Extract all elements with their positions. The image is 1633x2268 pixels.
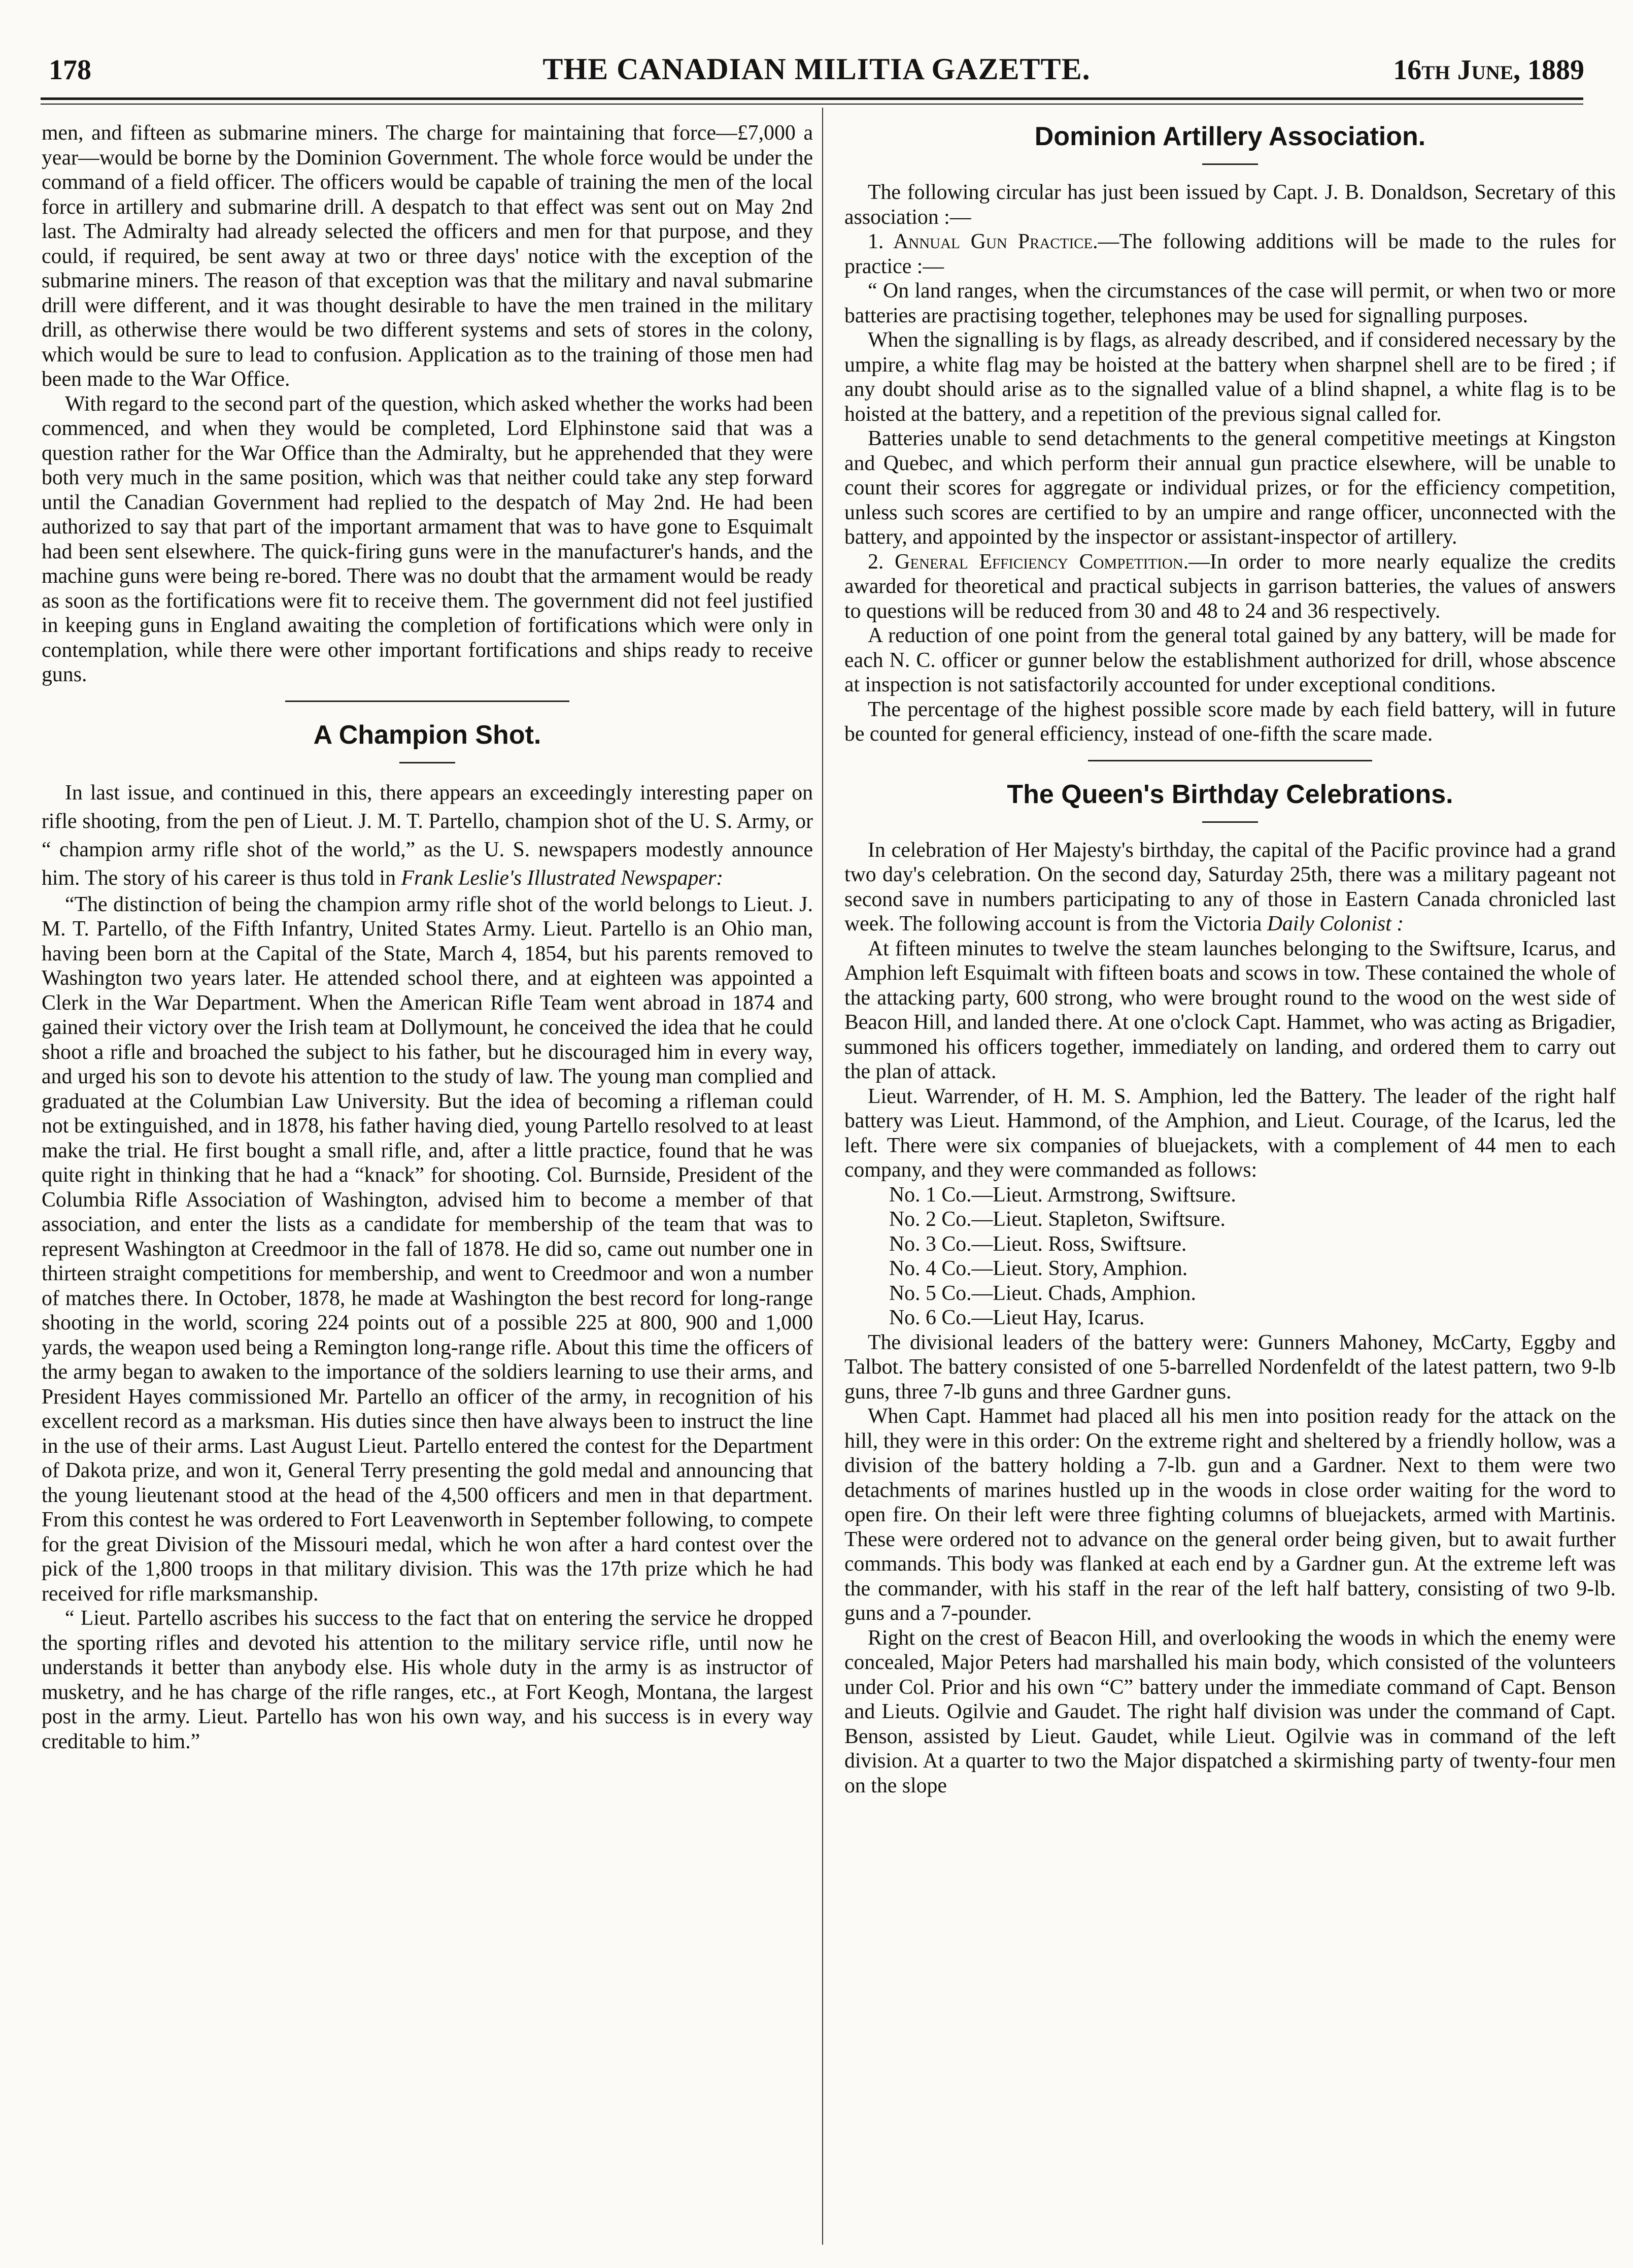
intro-text: In last issue, and continued in this, there appears an exceedingly interesting paper on rifle shooting, from the pen of Lieut. J. M. T. Partello, champion shot of the U. S. Army, or “ champion army rifle shot of the world,” as the U. S. newspapers modestly announce him. The story of his career is thus told in — [42, 781, 813, 890]
article-heading-dominion-artillery: Dominion Artillery Association. — [1034, 122, 1426, 151]
right-column — [844, 121, 1616, 2253]
list-item: No. 2 Co.—Lieut. Stapleton, Swiftsure. — [889, 1208, 1226, 1231]
header-rule-thick — [41, 97, 1583, 100]
list-item: No. 3 Co.—Lieut. Ross, Swiftsure. — [889, 1232, 1187, 1256]
quoted-paragraph: “The distinction of being the champion army rifle shot of the world belongs to Lieut. J. M. T. Partello, of the Fifth Infantry, United States Army. Lieut. Partello is an Ohio man, having been born at the Capital of the State, March 4, 1854, but his parents removed to Washington two years later. He attended school there, and at eighteen was appointed a Clerk in the War Department. When the American Rifle Team went abroad in 1874 and gained their victory over the Irish team at Dollymount, he conceived the idea that he could shoot a rifle and broached the subject to his father, but he discouraged him in every way, and urged his son to devote his attention to the study of law. The young man complied and graduated at the Columbian Law University. But the idea of becoming a rifleman could not be extinguished, and in 1878, his father having died, young Partello resolved to at least make the trial. He first bought a small rifle, and, after a little practice, found that he was quite right in thinking that he had a “knack” for shooting. Col. Burnside, President of the Columbia Rifle Association of Washington, advised him to become a member of that association, and enter the lists as a candidate for membership of the team that was to represent Washington at Creedmoor in the fall of 1878. He did so, came out number one in thirteen straight competitions for membership, and went to Creedmoor and won a number of matches there. In October, 1878, he made at Washington the best record for long-range shooting in the world, scoring 224 points out of a possible 225 at 800, 900 and 1,000 yards, the weapon used being a Remington long-range rifle. About this time the officers of the army began to awaken to the importance of the soldiers learning to use their arms, and President Hayes commissioned Mr. Partello an officer of the army, in recognition of his excellent record as a marksman. His duties since then have always been to instruct the line in the use of their arms. Last August Lieut. Partello entered the contest for the Department of Dakota prize, and won it, General Terry presenting the gold medal and announcing that the young lieutenant stood at the head of the 4,500 officers and men in that department. From this contest he was ordered to Fort Leavenworth in September following, to compete for the great Division of the Missouri medal, which he won after a hard contest over the pick of the 1,800 troops in that military division. This was the 17th prize which he had received for rifle marksmanship. — [42, 892, 813, 1606]
article-intro — [844, 838, 1616, 937]
article-paragraph: A reduction of one point from the general total gained by any battery, will be made for each N. C. officer or gunner below the establishment authorized for drill, whose abscence at inspection is not satisfactorily accounted for under exceptional conditions. — [844, 624, 1616, 696]
publication-name: Frank Leslie's Illustrated Newspaper: — [401, 866, 724, 890]
masthead-title: THE CANADIAN MILITIA GAZETTE. — [542, 52, 1091, 86]
article-paragraph — [844, 550, 1616, 624]
heading-rule — [1202, 821, 1258, 823]
left-column — [42, 121, 813, 2253]
rule-text: —The following additions will be made to the rules for practice :— — [844, 230, 1616, 278]
article-paragraph: The divisional leaders of the battery were: Gunners Mahoney, McCarty, Eggby and Talbot. The battery consisted of one 5-barrelled Nordenfeldt of the latest pattern, two 9-lb guns, three 7-lb guns and three Gardner guns. — [844, 1330, 1616, 1404]
page-header — [49, 47, 1584, 90]
article-paragraph: Batteries unable to send detachments to the general competitive meetings at Kingston and Quebec, and which perform their annual gun practice elsewhere, will be unable to count their scores for aggregate or individual prizes, or for the efficiency competition, unless such scores are certified to by an umpire and range officer, unconnected with the battery, and appointed by the inspector or assistant-inspector of artillery. — [844, 427, 1616, 549]
company-list — [844, 1183, 1616, 1330]
rule-heading: 2. General Efficiency Competition. — [868, 550, 1189, 574]
article-paragraph: “ On land ranges, when the circumstances of the case will permit, or when two or more batteries are practising together, telephones may be used for signalling purposes. — [844, 279, 1616, 327]
header-rule-thin — [41, 104, 1583, 105]
article-paragraph: With regard to the second part of the question, which asked whether the works had been commenced, and when they would be completed, Lord Elphinstone said that was a question rather for the War Office than the Admiralty, but he apprehended that they were both very much in the same position, which was that neither could take any step forward until the Canadian Government had replied to the despatch of May 2nd. He had been authorized to say that part of the important armament that was to have gone to Esquimalt had been sent elsewhere. The quick-firing guns were in the manufacturer's hands, and the machine guns were being re-bored. There was no doubt that the armament would be ready as soon as the fortifications were fit to receive them. The government did not feel justified in keeping guns in England awaiting the completion of fortifications which were only in contemplation, while there were other important fortifications and ships ready to receive guns. — [42, 392, 813, 686]
publication-name: Daily Colonist : — [1267, 912, 1404, 936]
intro-text: In celebration of Her Majesty's birthday, the capital of the Pacific province had a grand two day's celebration. On the second day, Saturday 25th, there was a military pageant not second save in numbers participating to any of those in Eastern Canada chronicled last week. The following account is from the Victoria — [844, 838, 1616, 936]
article-paragraph — [844, 229, 1616, 279]
rule-heading: 1. Annual Gun Practice. — [868, 230, 1098, 253]
issue-date: 16th June, 1889 — [1393, 54, 1584, 86]
article-paragraph: When the signalling is by flags, as already described, and if considered necessary by the umpire, a white flag may be hoisted at the battery when sharpnel shell are to be fired ; if any doubt should arise as to the signalled value of a blind shapnel, a white flag is to be hoisted at the battery, and a repetition of the previous signal called for. — [844, 328, 1616, 426]
article-paragraph: Lieut. Warrender, of H. M. S. Amphion, led the Battery. The leader of the right half battery was Lieut. Hammond, of the Amphion, and Lieut. Courage, of the Icarus, led the left. There were six companies of bluejackets, with a complement of 44 men to each company, and they were commanded as follows: — [844, 1084, 1616, 1182]
heading-rule — [399, 762, 455, 763]
article-paragraph: The percentage of the highest possible score made by each field battery, will in future be counted for general efficiency, instead of one-fifth the scare made. — [844, 697, 1616, 746]
heading-rule — [1202, 163, 1258, 165]
section-divider — [1088, 760, 1372, 761]
article-paragraph: Right on the crest of Beacon Hill, and overlooking the woods in which the enemy were concealed, Major Peters had marshalled his main body, which consisted of the volunteers under Col. Prior and his own “C” battery under the immediate command of Capt. Benson and Lieuts. Ogilvie and Gaudet. The right half division was under the command of Capt. Benson, assisted by Lieut. Gaudet, while Lieut. Ogilvie was in command of the left division. At a quarter to two the Major dispatched a skirmishing party of twenty-four men on the slope — [844, 1626, 1616, 1797]
list-item: No. 1 Co.—Lieut. Armstrong, Swiftsure. — [889, 1183, 1236, 1207]
quoted-paragraph: “ Lieut. Partello ascribes his success to the fact that on entering the service he dropped the sporting rifles and devoted his attention to the military service rifle, until now he understands it better than anybody else. His whole duty in the army is as instructor of musketry, and he has charge of the rifle ranges, etc., at Fort Keogh, Montana, the largest post in the army. Lieut. Partello has won his own way, and his success is in every way creditable to him.” — [42, 1607, 813, 1753]
article-paragraph: At fifteen minutes to twelve the steam launches belonging to the Swiftsure, Icarus, and Amphion left Esquimalt with fifteen boats and scows in tow. These contained the whole of the attacking party, 600 strong, who were brought round to the wood on the west side of Beacon Hill, and landed there. At one o'clock Capt. Hammet, who was acting as Brigadier, summoned his officers together, immediately on landing, and ordered them to carry out the plan of attack. — [844, 937, 1616, 1083]
section-divider — [285, 701, 569, 702]
list-item: No. 5 Co.—Lieut. Chads, Amphion. — [889, 1281, 1196, 1305]
column-divider — [822, 108, 823, 2245]
article-paragraph: The following circular has just been issued by Capt. J. B. Donaldson, Secretary of this association :— — [844, 181, 1616, 229]
article-intro — [42, 779, 813, 892]
article-continued-paragraph: men, and fifteen as submarine miners. The charge for maintaining that force—£7,000 a year—would be borne by the Dominion Government. The whole force would be under the command of a field officer. The officers would be capable of training the men of the local force in artillery and submarine drill. A despatch to that effect was sent out on May 2nd last. The Admiralty had already selected the officers and men for that purpose, and they could, if required, be sent away at two or three days' notice with the exception of the submarine miners. The reason of that exception was that the military and naval submarine drill were different, and it was thought desirable to have the men trained in the military drill, as otherwise there would be two different systems and sets of stores in the colony, which would be sure to lead to confusion. Application as to the training of those men had been made to the War Office. — [42, 121, 813, 391]
rule-text: —In order to more nearly equalize the credits awarded for theoretical and practical subjects in garrison batteries, the values of answers to questions will be reduced from 30 and 48 to 24 and 36 respectively. — [844, 550, 1616, 623]
list-item: No. 6 Co.—Lieut Hay, Icarus. — [889, 1306, 1145, 1329]
article-paragraph: When Capt. Hammet had placed all his men into position ready for the attack on the hill, they were in this order: On the extreme right and sheltered by a friendly hollow, was a division of the battery holding a 7-lb. gun and a Gardner. Next to them were two detachments of marines hustled up in the woods in close order waiting for the word to open fire. On their left were three fighting columns of bluejackets, armed with Martinis. These were ordered not to advance on the general order being given, but to await further commands. This body was flanked at each end by a Gardner gun. At the extreme left was the commander, with his staff in the rear of the left half battery, consisting of two 9-lb. guns and a 7-pounder. — [844, 1405, 1616, 1625]
page-number: 178 — [49, 54, 91, 86]
article-heading-champion-shot: A Champion Shot. — [313, 720, 541, 750]
list-item: No. 4 Co.—Lieut. Story, Amphion. — [889, 1257, 1188, 1280]
article-heading-queens-birthday: The Queen's Birthday Celebrations. — [1007, 779, 1453, 809]
